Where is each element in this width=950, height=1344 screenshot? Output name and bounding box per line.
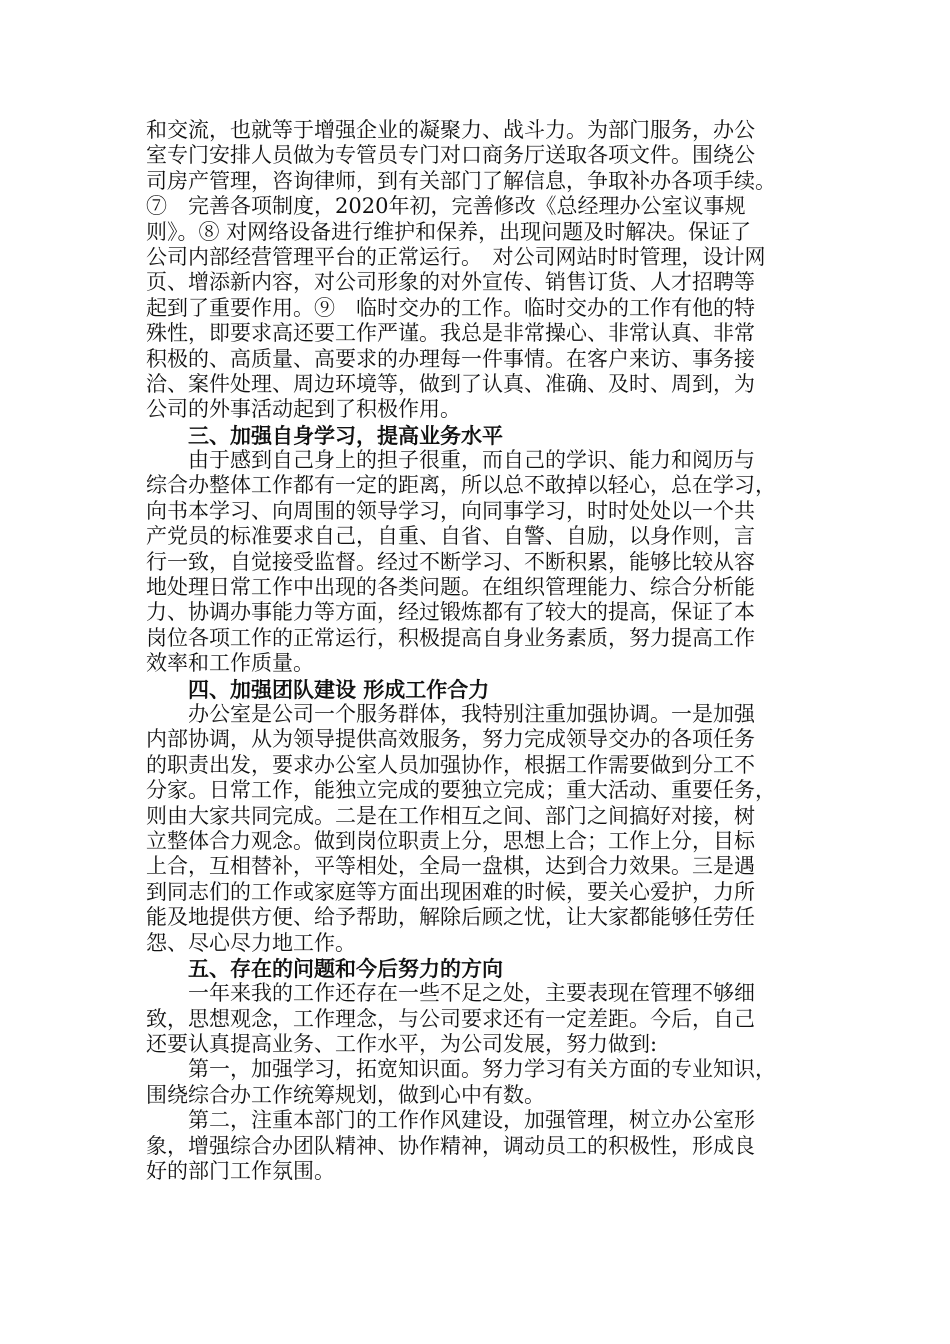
text-line: 公司的外事活动起到了积极作用。 [146, 397, 461, 422]
paragraph-team-building [146, 702, 806, 956]
text-line: 还要认真提高业务、工作水平，为公司发展，努力做到: [146, 1032, 658, 1057]
section-heading-4: 四、加强团队建设 形成工作合力 [188, 676, 490, 702]
text-line: 页、增添新内容，对公司形象的对外宣传、销售订货、人才招聘等 [146, 270, 755, 295]
text-line: 分家。日常工作，能独立完成的要独立完成；重大活动、重要任务， [146, 778, 776, 803]
text-line: 行一致，自觉接受监督。经过不断学习、不断积累，能够比较从容 [146, 549, 755, 574]
text-line: 和交流，也就等于增强企业的凝聚力、战斗力。为部门服务，办公 [146, 118, 755, 142]
text-line: 室专门安排人员做为专管员专门对口商务厅送取各项文件。围绕公 [146, 143, 755, 168]
text-line: 由于感到自己身上的担子很重，而自己的学识、能力和阅历与 [188, 448, 755, 473]
text-line: 第二，注重本部门的工作作风建设，加强管理，树立办公室形 [188, 1108, 755, 1133]
text-line: 公司内部经营管理平台的正常运行。 对公司网站时时管理，设计网 [146, 244, 766, 269]
text-line: 第一，加强学习，拓宽知识面。努力学习有关方面的专业知识， [188, 1057, 776, 1082]
text-line: 围绕综合办工作统筹规划，做到心中有数。 [146, 1082, 545, 1107]
text-line: 的职责出发，要求办公室人员加强协作，根据工作需要做到分工不 [146, 752, 755, 777]
text-line: 立整体合力观念。做到岗位职责上分，思想上合；工作上分，目标 [146, 828, 755, 853]
text-line: 积极的、高质量、高要求的办理每一件事情。在客户来访、事务接 [146, 346, 755, 371]
text-line: ⑦ 完善各项制度，2020年初，完善修改《总经理办公室议事规 [146, 194, 746, 219]
text-line: 地处理日常工作中出现的各类问题。在组织管理能力、综合分析能 [146, 575, 755, 600]
paragraph-self-study [146, 448, 806, 677]
text-line: 怨、尽心尽力地工作。 [146, 930, 356, 955]
text-line: 内部协调，从为领导提供高效服务，努力完成领导交办的各项任务 [146, 727, 755, 752]
text-line: 产党员的标准要求自己，自重、自省、自警、自励，以身作则，言 [146, 524, 755, 549]
text-line: 到同志们的工作或家庭等方面出现困难的时候，要关心爱护，力所 [146, 879, 755, 904]
text-line: 办公室是公司一个服务群体，我特别注重加强协调。一是加强 [188, 701, 755, 726]
text-line: 岗位各项工作的正常运行，积极提高自身业务素质，努力提高工作 [146, 625, 755, 650]
text-line: 上合，互相替补，平等相处，全局一盘棋，达到合力效果。三是遇 [146, 854, 755, 879]
text-line: 一年来我的工作还存在一些不足之处，主要表现在管理不够细 [188, 981, 755, 1006]
text-line: 则》。⑧ 对网络设备进行维护和保养，出现问题及时解决。保证了 [146, 219, 752, 244]
text-line: 象，增强综合办团队精神、协作精神，调动员工的积极性，形成良 [146, 1133, 755, 1158]
section-heading-3: 三、加强自身学习，提高业务水平 [188, 422, 503, 448]
document-page [146, 118, 806, 1184]
text-line: 力、协调办事能力等方面，经过锻炼都有了较大的提高，保证了本 [146, 600, 755, 625]
text-line: 能及地提供方便、给予帮助，解除后顾之忧，让大家都能够任劳任 [146, 905, 755, 930]
paragraph-first-goal [146, 1057, 806, 1108]
text-line: 致，思想观念，工作理念，与公司要求还有一定差距。今后，自己 [146, 1006, 755, 1031]
text-line: 洽、案件处理、周边环境等，做到了认真、准确、及时、周到，为 [146, 371, 755, 396]
paragraph-office-services [146, 118, 806, 423]
paragraph-second-goal [146, 1108, 806, 1184]
paragraph-problems [146, 981, 806, 1057]
text-line: 向书本学习、向周围的领导学习，向同事学习，时时处处以一个共 [146, 498, 755, 523]
text-line: 起到了重要作用。⑨ 临时交办的工作。临时交办的工作有他的特 [146, 295, 755, 320]
text-line: 综合办整体工作都有一定的距离，所以总不敢掉以轻心，总在学习， [146, 473, 776, 498]
text-line: 好的部门工作氛围。 [146, 1159, 335, 1184]
text-line: 司房产管理，咨询律师，到有关部门了解信息，争取补办各项手续。 [146, 168, 776, 193]
text-line: 效率和工作质量。 [146, 651, 314, 676]
section-heading-5: 五、存在的问题和今后努力的方向 [188, 955, 503, 981]
text-line: 则由大家共同完成。二是在工作相互之间、部门之间搞好对接，树 [146, 803, 755, 828]
text-line: 殊性，即要求高还要工作严谨。我总是非常操心、非常认真、非常 [146, 321, 755, 346]
